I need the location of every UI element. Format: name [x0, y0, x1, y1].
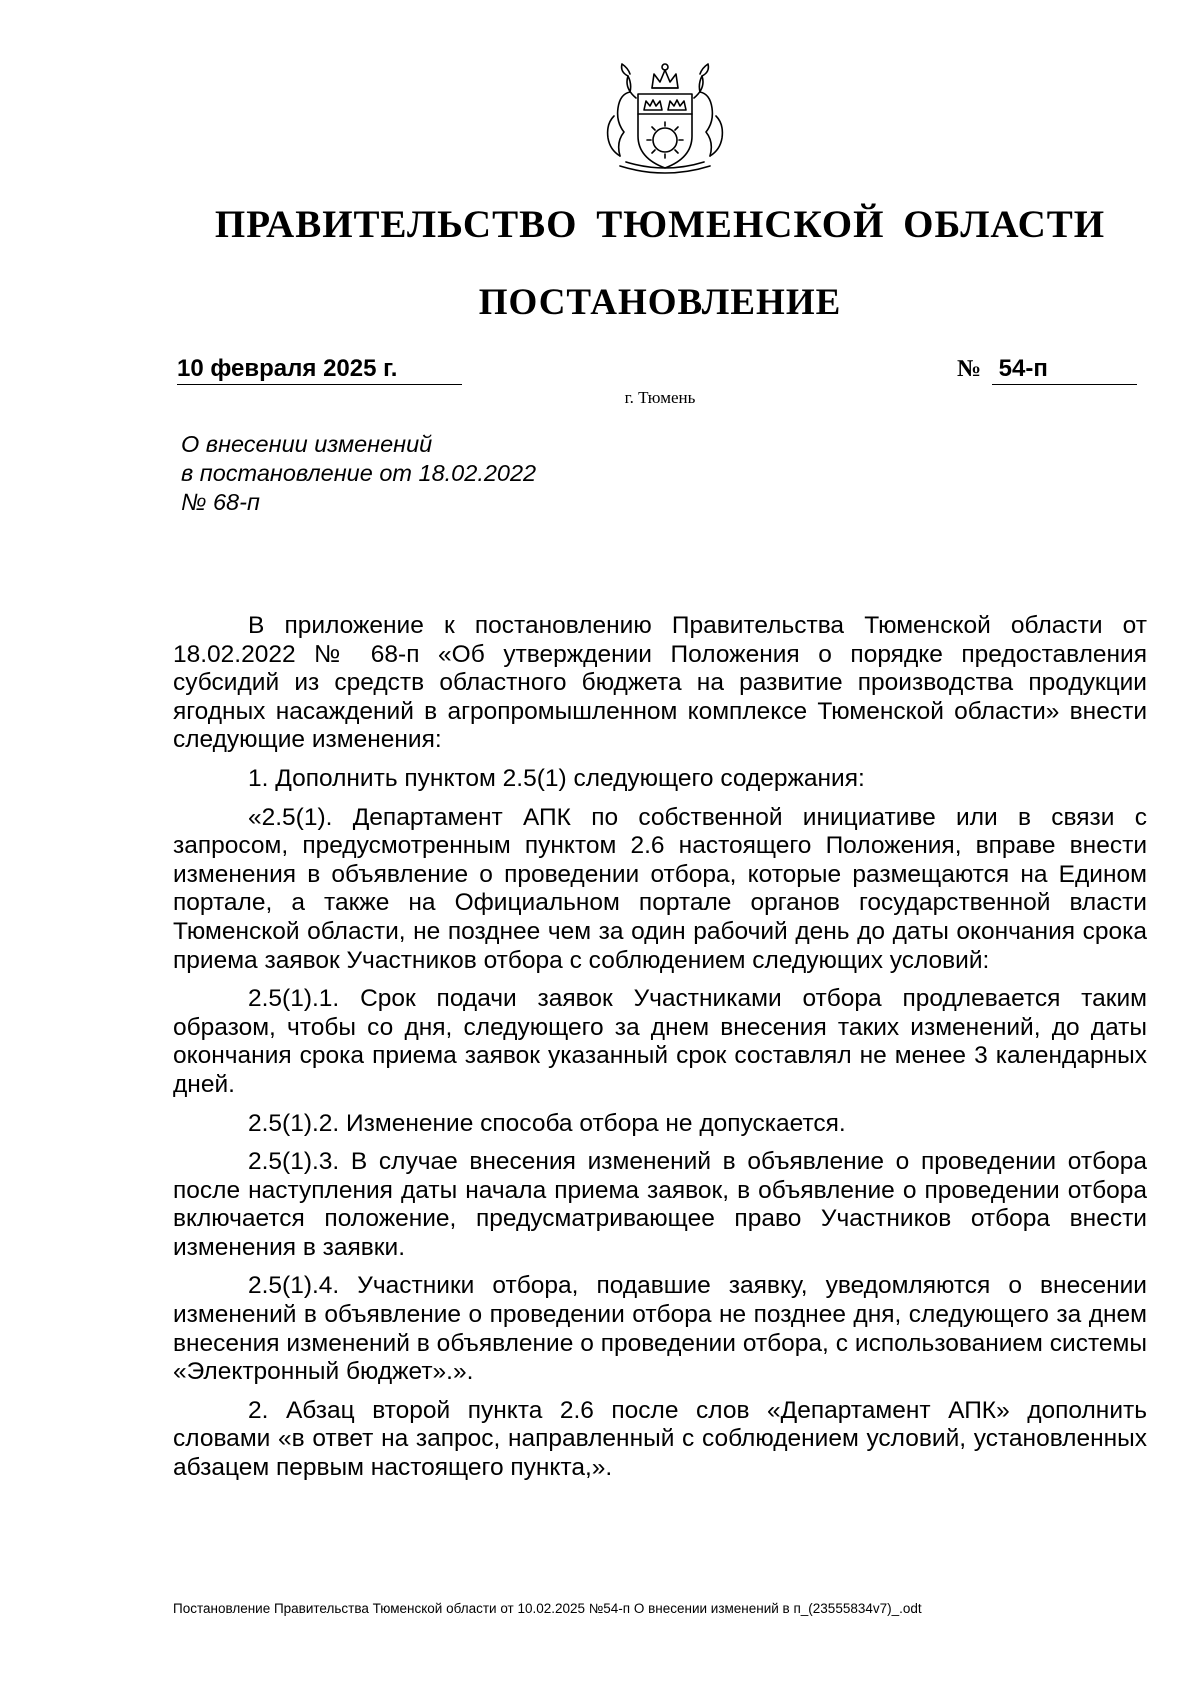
body-paragraph: 2.5(1).2. Изменение способа отбора не допускается. [248, 1109, 846, 1137]
document-body [173, 612, 1147, 1493]
body-paragraph: 2.5(1).3. В случае внесения изменений в объявление о проведении отбора после наступления даты начала приема заявок, в объявление о проведении отбора включается положение, предусматривающее право Участников отбора внести изменения в заявки. [173, 1148, 1147, 1261]
subject-line: в постановление от 18.02.2022 [181, 460, 537, 486]
body-paragraph: «2.5(1). Департамент АПК по собственной инициативе или в связи с запросом, предусмотренным пунктом 2.6 настоящего Положения, вправе внести изменения в объявление о проведении отбора, которые размещаются на Едином портале, а также на Официальном портале органов государственной власти Тюменской области, не позднее чем за один рабочий день до даты окончания срока приема заявок Участников отбора с соблюдением следующих условий: [173, 803, 1147, 974]
page-footer: Постановление Правительства Тюменской области от 10.02.2025 №54-п О внесении изменений в п_(23555834v7)_.odt [173, 1601, 922, 1616]
subject-line: № 68-п [181, 489, 260, 515]
body-paragraph: В приложение к постановлению Правительства Тюменской области от 18.02.2022 № 68-п «Об утверждении Положения о порядке предоставления субсидий из средств областного бюджета на развитие производства продукции ягодных насаждений в агропромышленном комплексе Тюменской области» внести следующие изменения: [173, 612, 1147, 754]
body-paragraph: 2.5(1).1. Срок подачи заявок Участниками отбора продлевается таким образом, чтобы со дня, следующего за днем внесения таких изменений, до даты окончания срока приема заявок указанный срок составлял не менее 3 календарных дней. [173, 985, 1147, 1098]
document-number-value: 54-п [998, 355, 1048, 382]
document-subject [181, 430, 681, 517]
body-paragraph: 1. Дополнить пунктом 2.5(1) следующего содержания: [248, 764, 865, 792]
document-type: ПОСТАНОВЛЕНИЕ [478, 282, 842, 323]
city: г. Тюмень [624, 388, 696, 407]
subject-line: О внесении изменений [181, 431, 433, 457]
body-paragraph: 2. Абзац второй пункта 2.6 после слов «Департамент АПК» дополнить словами «в ответ на запрос, направленный с соблюдением условий, установленных абзацем первым настоящего пункта,». [173, 1396, 1147, 1482]
document-date: 10 февраля 2025 г. [177, 354, 462, 385]
number-sign: № [957, 356, 982, 382]
coat-of-arms-icon [590, 58, 740, 178]
document-number [992, 354, 1137, 385]
body-paragraph: 2.5(1).4. Участники отбора, подавшие заявку, уведомляются о внесении изменений в объявление о проведении отбора не позднее дня, следующего за днем внесения изменений в объявление о проведении отбора, с использованием системы «Электронный бюджет».». [173, 1272, 1147, 1386]
government-title: ПРАВИТЕЛЬСТВО ТЮМЕНСКОЙ ОБЛАСТИ [214, 203, 1106, 246]
